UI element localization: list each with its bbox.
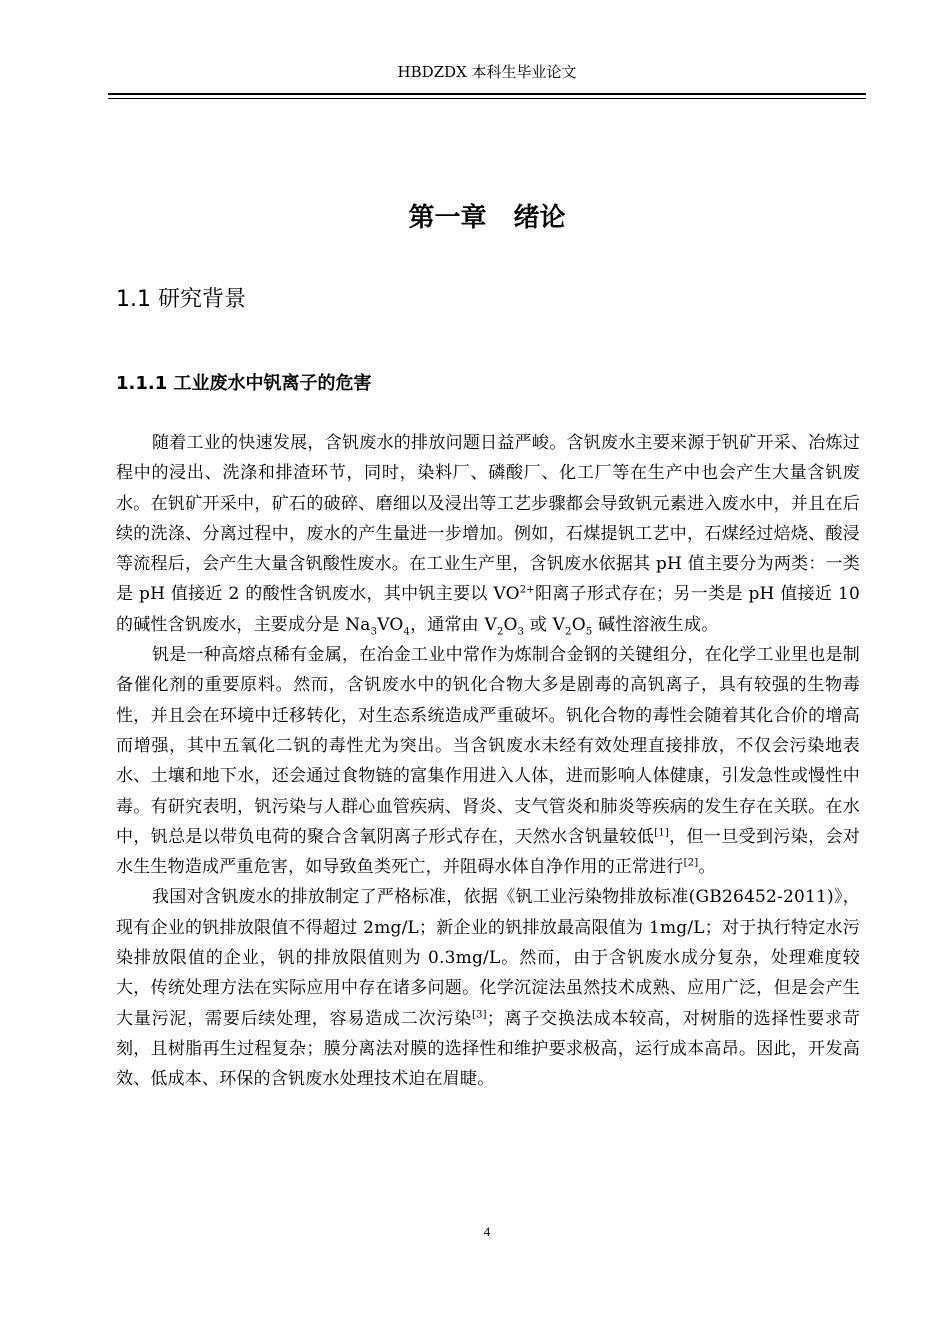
header-rule-thick [108,93,866,95]
paragraph-2 [116,640,860,882]
paragraph-1 [116,428,860,640]
p1-subscript-5: 2 [565,626,572,638]
body-text [116,428,860,1095]
citation-ref-1[interactable]: [1] [654,827,670,839]
p1-subscript-2: 4 [403,626,411,638]
p1-text-a: 随着工业的快速发展，含钒废水的排放问题日益严峻。含钒废水主要来源于钒矿开采、冶炼过程中的浸出、洗涤和排渣环节，同时，染料厂、磷酸厂、化工厂等在生产中也会产生大量含钒废水。在钒矿开采中，矿石的破碎、磨细以及浸出等工艺步骤都会导致钒元素进入废水中，并且在后续的洗涤、分离过程中，废水的产生量进一步增加。例如，石煤提钒工艺中，石煤经过焙烧、酸浸等流程后，会产生大量含钒酸性废水。在工业生产里，含钒废水依据其 pH 值主要分为两类：一类是 pH 值接近 2 的酸性含钒废水，其中钒主要以 VO [116,433,860,605]
p1-text-e: O [503,614,518,635]
p1-text-h: 碱性溶液生成。 [592,614,719,635]
p2-text-c: 。 [698,857,716,878]
subsection-title: 1.1.1 工业废水中钒离子的危害 [116,373,372,394]
citation-ref-3[interactable]: [3] [472,1008,487,1020]
paragraph-3 [116,882,860,1094]
p1-subscript-6: 5 [585,626,593,638]
p1-subscript-1: 3 [370,626,378,638]
header-rule-thin [108,98,866,99]
p2-text-a: 钒是一种高熔点稀有金属，在冶金工业中常作为炼制合金钢的关键组分，在化学工业里也是制备催化剂的重要原料。然而，含钒废水中的钒化合物大多是剧毒的高钒离子，具有较强的生物毒性，并且会在环境中迁移转化，对生态系统造成严重破坏。钒化合物的毒性会随着其化合价的增高而增强，其中五氧化二钒的毒性尤为突出。当含钒废水未经有效处理直接排放，不仅会污染地表水、土壤和地下水，还会通过食物链的富集作用进入人体，进而影响人体健康，引发急性或慢性中毒。有研究表明，钒污染与人群心血管疾病、肾炎、支气管炎和肺炎等疾病的发生存在关联。在水中，钒总是以带负电荷的聚合含氧阴离子形式存在，天然水含钒量较低 [116,645,860,847]
p1-text-f: 或 V [524,614,566,635]
p1-text-b: 阳离子形式存在；另一类是 pH 值接近 10 的碱性含钒废水，主要成分是 Na [116,584,860,635]
page-number: 4 [483,1224,491,1239]
p3-text-b: ；离子交换法成本较高，对树脂的选择性要求苛刻，且树脂再生过程复杂；膜分离法对膜的选择性和维护要求极高，运行成本高昂。因此，开发高效、低成本、环保的含钒废水处理技术迫在眉睫。 [116,1008,860,1090]
p1-text-d: ，通常由 V [410,614,497,635]
p1-subscript-4: 3 [517,626,525,638]
citation-ref-2[interactable]: [2] [683,857,699,869]
p2-text-b: ，但一旦受到污染，会对水生生物造成严重危害，如导致鱼类死亡，并阻碍水体自净作用的正常进行 [116,826,861,878]
chapter-title: 第一章 绪论 [408,203,566,233]
p1-superscript-charge: 2+ [519,584,535,596]
p1-subscript-3: 2 [496,626,504,638]
p3-text-a: 我国对含钒废水的排放制定了严格标准，依据《钒工业污染物排放标准(GB26452-2011)》，现有企业的钒排放限值不得超过 2mg/L；新企业的钒排放最高限值为 1mg/L；对于执行特定水污染排放限值的企业，钒的排放限值则为 0.3mg/L。然而，由于含钒废水成分复杂，处理难度较大，传统处理方法在实际应用中存在诸多问题。化学沉淀法虽然技术成熟、应用广泛，但是会产生大量污泥，需要后续处理，容易造成二次污染 [116,887,860,1029]
p1-text-c: VO [377,614,404,635]
p1-text-g: O [571,614,586,635]
running-header: HBDZDX 本科生毕业论文 [397,63,577,81]
section-title: 1.1 研究背景 [116,287,246,312]
